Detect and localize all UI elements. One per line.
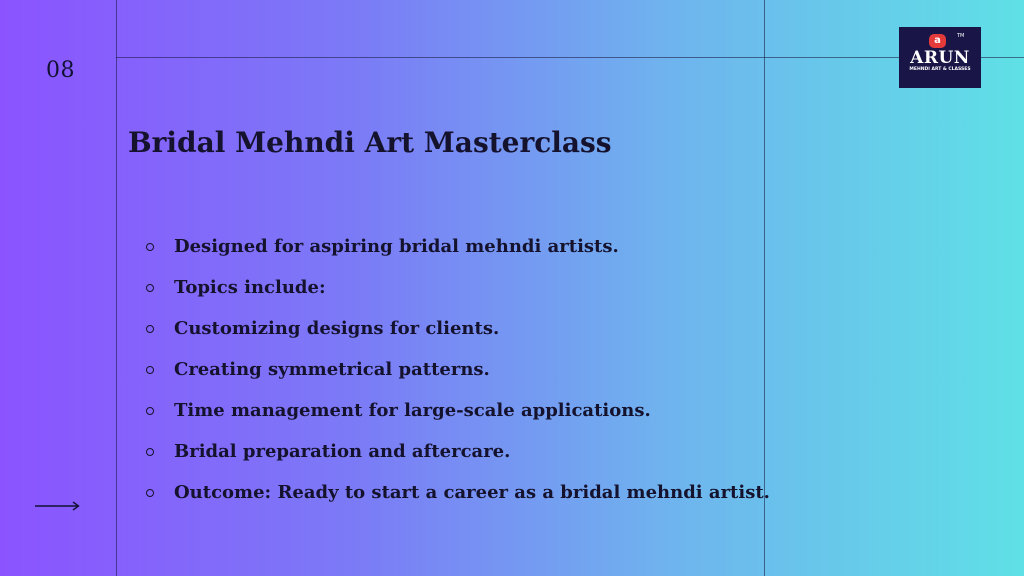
slide-title: Bridal Mehndi Art Masterclass (128, 126, 612, 159)
logo-trademark: TM (957, 33, 965, 39)
bullet-item (146, 226, 770, 267)
bullet-text: Topics include: (174, 277, 326, 298)
bullet-circle-icon (146, 366, 154, 374)
bullet-item (146, 472, 770, 513)
logo-mark-icon: a (929, 34, 946, 48)
brand-logo (899, 27, 981, 88)
logo-subtitle: MEHNDI ART & CLASSES (909, 67, 971, 72)
bullet-circle-icon (146, 448, 154, 456)
bullet-item (146, 390, 770, 431)
page-number: 08 (46, 58, 75, 83)
bullet-circle-icon (146, 284, 154, 292)
bullet-text: Outcome: Ready to start a career as a bridal mehndi artist. (174, 482, 770, 503)
bullet-list (146, 226, 770, 513)
bullet-text: Bridal preparation and aftercare. (174, 441, 511, 462)
bullet-text: Designed for aspiring bridal mehndi artists. (174, 236, 619, 257)
bullet-item (146, 349, 770, 390)
bullet-circle-icon (146, 325, 154, 333)
bullet-circle-icon (146, 407, 154, 415)
right-arrow-icon[interactable] (34, 498, 80, 514)
bullet-circle-icon (146, 243, 154, 251)
bullet-item (146, 431, 770, 472)
left-divider-line (116, 0, 117, 576)
bullet-text: Creating symmetrical patterns. (174, 359, 490, 380)
bullet-text: Customizing designs for clients. (174, 318, 500, 339)
logo-name: ARUN (910, 48, 970, 68)
bullet-item (146, 308, 770, 349)
top-divider-line (116, 57, 1024, 58)
bullet-circle-icon (146, 489, 154, 497)
bullet-item (146, 267, 770, 308)
bullet-text: Time management for large-scale applications. (174, 400, 651, 421)
